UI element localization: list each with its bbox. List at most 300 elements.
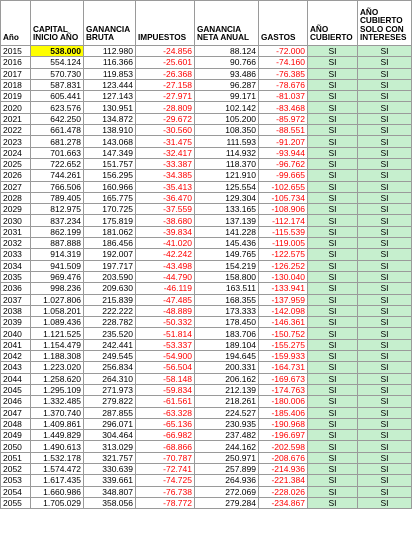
cell-year[interactable]: 2054	[1, 486, 31, 497]
cell-taxes[interactable]: -43.498	[136, 260, 195, 271]
cell-expenses[interactable]: -76.385	[259, 68, 308, 79]
cell-capital[interactable]: 998.236	[31, 283, 84, 294]
cell-taxes[interactable]: -47.485	[136, 294, 195, 305]
cell-expenses[interactable]: -83.468	[259, 102, 308, 113]
cell-expenses[interactable]: -126.252	[259, 260, 308, 271]
cell-capital[interactable]: 681.278	[31, 136, 84, 147]
cell-year[interactable]: 2038	[1, 305, 31, 316]
cell-expenses[interactable]: -112.174	[259, 215, 308, 226]
cell-capital-selected[interactable]: 538.000	[31, 46, 84, 57]
cell-covered-interest[interactable]: SI	[358, 351, 412, 362]
cell-net[interactable]: 118.370	[195, 158, 259, 169]
cell-capital[interactable]: 1.705.029	[31, 497, 84, 508]
cell-expenses[interactable]: -74.160	[259, 57, 308, 68]
cell-net[interactable]: 218.261	[195, 396, 259, 407]
cell-taxes[interactable]: -39.834	[136, 226, 195, 237]
cell-net[interactable]: 93.486	[195, 68, 259, 79]
cell-gross[interactable]: 222.222	[84, 305, 136, 316]
cell-expenses[interactable]: -228.026	[259, 486, 308, 497]
cell-gross[interactable]: 228.782	[84, 317, 136, 328]
cell-year[interactable]: 2041	[1, 339, 31, 350]
cell-covered[interactable]: SI	[308, 113, 358, 124]
cell-taxes[interactable]: -56.504	[136, 362, 195, 373]
header-expenses[interactable]: GASTOS	[259, 1, 308, 46]
cell-taxes[interactable]: -44.790	[136, 271, 195, 282]
cell-taxes[interactable]: -59.834	[136, 384, 195, 395]
cell-covered[interactable]: SI	[308, 430, 358, 441]
cell-gross[interactable]: 242.441	[84, 339, 136, 350]
cell-covered[interactable]: SI	[308, 305, 358, 316]
cell-capital[interactable]: 1.449.829	[31, 430, 84, 441]
cell-net[interactable]: 272.069	[195, 486, 259, 497]
cell-covered-interest[interactable]: SI	[358, 181, 412, 192]
cell-expenses[interactable]: -119.005	[259, 238, 308, 249]
cell-net[interactable]: 250.971	[195, 452, 259, 463]
cell-taxes[interactable]: -27.971	[136, 91, 195, 102]
cell-expenses[interactable]: -88.551	[259, 125, 308, 136]
cell-taxes[interactable]: -68.866	[136, 441, 195, 452]
cell-expenses[interactable]: -96.762	[259, 158, 308, 169]
cell-expenses[interactable]: -150.752	[259, 328, 308, 339]
cell-taxes[interactable]: -46.119	[136, 283, 195, 294]
cell-capital[interactable]: 1.660.986	[31, 486, 84, 497]
cell-net[interactable]: 158.800	[195, 271, 259, 282]
cell-expenses[interactable]: -180.006	[259, 396, 308, 407]
cell-year[interactable]: 2029	[1, 204, 31, 215]
cell-expenses[interactable]: -85.972	[259, 113, 308, 124]
cell-year[interactable]: 2039	[1, 317, 31, 328]
cell-year[interactable]: 2049	[1, 430, 31, 441]
cell-covered[interactable]: SI	[308, 238, 358, 249]
cell-covered-interest[interactable]: SI	[358, 283, 412, 294]
cell-year[interactable]: 2035	[1, 271, 31, 282]
cell-year[interactable]: 2025	[1, 158, 31, 169]
cell-expenses[interactable]: -174.763	[259, 384, 308, 395]
cell-capital[interactable]: 1.532.178	[31, 452, 84, 463]
cell-year[interactable]: 2015	[1, 46, 31, 57]
cell-taxes[interactable]: -61.561	[136, 396, 195, 407]
cell-taxes[interactable]: -24.856	[136, 46, 195, 57]
cell-gross[interactable]: 134.872	[84, 113, 136, 124]
header-year[interactable]: Año	[1, 1, 31, 46]
cell-covered[interactable]: SI	[308, 271, 358, 282]
cell-expenses[interactable]: -78.676	[259, 79, 308, 90]
cell-covered[interactable]: SI	[308, 192, 358, 203]
cell-gross[interactable]: 296.071	[84, 418, 136, 429]
cell-taxes[interactable]: -50.332	[136, 317, 195, 328]
cell-covered-interest[interactable]: SI	[358, 328, 412, 339]
cell-covered-interest[interactable]: SI	[358, 170, 412, 181]
cell-capital[interactable]: 789.405	[31, 192, 84, 203]
cell-capital[interactable]: 1.058.201	[31, 305, 84, 316]
cell-year[interactable]: 2055	[1, 497, 31, 508]
cell-covered-interest[interactable]: SI	[358, 305, 412, 316]
cell-covered[interactable]: SI	[308, 91, 358, 102]
cell-covered-interest[interactable]: SI	[358, 79, 412, 90]
cell-covered[interactable]: SI	[308, 497, 358, 508]
cell-net[interactable]: 224.527	[195, 407, 259, 418]
cell-expenses[interactable]: -81.037	[259, 91, 308, 102]
cell-capital[interactable]: 941.509	[31, 260, 84, 271]
cell-year[interactable]: 2047	[1, 407, 31, 418]
cell-capital[interactable]: 1.121.525	[31, 328, 84, 339]
cell-capital[interactable]: 570.730	[31, 68, 84, 79]
cell-covered[interactable]: SI	[308, 57, 358, 68]
cell-expenses[interactable]: -214.936	[259, 463, 308, 474]
cell-capital[interactable]: 1.027.806	[31, 294, 84, 305]
cell-covered-interest[interactable]: SI	[358, 102, 412, 113]
cell-taxes[interactable]: -34.385	[136, 170, 195, 181]
cell-net[interactable]: 133.165	[195, 204, 259, 215]
cell-net[interactable]: 114.932	[195, 147, 259, 158]
cell-expenses[interactable]: -190.968	[259, 418, 308, 429]
cell-gross[interactable]: 304.464	[84, 430, 136, 441]
cell-gross[interactable]: 358.056	[84, 497, 136, 508]
cell-net[interactable]: 244.162	[195, 441, 259, 452]
cell-covered-interest[interactable]: SI	[358, 452, 412, 463]
header-gross[interactable]: GANANCIA BRUTA	[84, 1, 136, 46]
cell-capital[interactable]: 605.441	[31, 91, 84, 102]
cell-gross[interactable]: 271.973	[84, 384, 136, 395]
cell-expenses[interactable]: -130.040	[259, 271, 308, 282]
cell-gross[interactable]: 181.062	[84, 226, 136, 237]
cell-net[interactable]: 163.511	[195, 283, 259, 294]
cell-expenses[interactable]: -142.098	[259, 305, 308, 316]
cell-covered-interest[interactable]: SI	[358, 339, 412, 350]
cell-gross[interactable]: 138.910	[84, 125, 136, 136]
cell-year[interactable]: 2052	[1, 463, 31, 474]
cell-net[interactable]: 168.355	[195, 294, 259, 305]
cell-net[interactable]: 99.171	[195, 91, 259, 102]
cell-expenses[interactable]: -155.275	[259, 339, 308, 350]
cell-capital[interactable]: 661.478	[31, 125, 84, 136]
cell-taxes[interactable]: -78.772	[136, 497, 195, 508]
cell-covered[interactable]: SI	[308, 396, 358, 407]
cell-net[interactable]: 194.645	[195, 351, 259, 362]
cell-covered[interactable]: SI	[308, 249, 358, 260]
cell-expenses[interactable]: -202.598	[259, 441, 308, 452]
cell-year[interactable]: 2023	[1, 136, 31, 147]
cell-capital[interactable]: 969.476	[31, 271, 84, 282]
cell-covered-interest[interactable]: SI	[358, 46, 412, 57]
cell-covered[interactable]: SI	[308, 407, 358, 418]
cell-covered-interest[interactable]: SI	[358, 91, 412, 102]
cell-gross[interactable]: 119.853	[84, 68, 136, 79]
cell-taxes[interactable]: -48.889	[136, 305, 195, 316]
cell-gross[interactable]: 156.295	[84, 170, 136, 181]
cell-covered-interest[interactable]: SI	[358, 362, 412, 373]
cell-year[interactable]: 2027	[1, 181, 31, 192]
cell-expenses[interactable]: -72.000	[259, 46, 308, 57]
cell-expenses[interactable]: -164.731	[259, 362, 308, 373]
cell-expenses[interactable]: -185.406	[259, 407, 308, 418]
cell-year[interactable]: 2028	[1, 192, 31, 203]
cell-covered[interactable]: SI	[308, 294, 358, 305]
cell-covered[interactable]: SI	[308, 362, 358, 373]
cell-expenses[interactable]: -208.676	[259, 452, 308, 463]
cell-year[interactable]: 2042	[1, 351, 31, 362]
cell-expenses[interactable]: -169.673	[259, 373, 308, 384]
cell-gross[interactable]: 116.366	[84, 57, 136, 68]
cell-covered-interest[interactable]: SI	[358, 418, 412, 429]
cell-gross[interactable]: 203.590	[84, 271, 136, 282]
cell-year[interactable]: 2048	[1, 418, 31, 429]
cell-expenses[interactable]: -108.906	[259, 204, 308, 215]
cell-taxes[interactable]: -31.475	[136, 136, 195, 147]
cell-covered-interest[interactable]: SI	[358, 57, 412, 68]
cell-covered-interest[interactable]: SI	[358, 384, 412, 395]
cell-expenses[interactable]: -99.665	[259, 170, 308, 181]
cell-covered[interactable]: SI	[308, 475, 358, 486]
cell-year[interactable]: 2040	[1, 328, 31, 339]
cell-taxes[interactable]: -33.387	[136, 158, 195, 169]
cell-year[interactable]: 2026	[1, 170, 31, 181]
cell-covered-interest[interactable]: SI	[358, 271, 412, 282]
cell-capital[interactable]: 837.234	[31, 215, 84, 226]
cell-capital[interactable]: 1.223.020	[31, 362, 84, 373]
cell-covered[interactable]: SI	[308, 46, 358, 57]
cell-covered-interest[interactable]: SI	[358, 113, 412, 124]
cell-net[interactable]: 178.450	[195, 317, 259, 328]
cell-capital[interactable]: 744.261	[31, 170, 84, 181]
cell-capital[interactable]: 1.617.435	[31, 475, 84, 486]
cell-covered[interactable]: SI	[308, 463, 358, 474]
cell-taxes[interactable]: -26.368	[136, 68, 195, 79]
cell-covered-interest[interactable]: SI	[358, 407, 412, 418]
cell-expenses[interactable]: -93.944	[259, 147, 308, 158]
cell-covered-interest[interactable]: SI	[358, 226, 412, 237]
cell-covered-interest[interactable]: SI	[358, 147, 412, 158]
cell-gross[interactable]: 256.834	[84, 362, 136, 373]
cell-year[interactable]: 2044	[1, 373, 31, 384]
cell-gross[interactable]: 186.456	[84, 238, 136, 249]
cell-capital[interactable]: 554.124	[31, 57, 84, 68]
cell-capital[interactable]: 722.652	[31, 158, 84, 169]
cell-gross[interactable]: 209.630	[84, 283, 136, 294]
cell-expenses[interactable]: -159.933	[259, 351, 308, 362]
header-covered-interest[interactable]: AÑO CUBIERTO SOLO CON INTERESES	[358, 1, 412, 46]
cell-taxes[interactable]: -51.814	[136, 328, 195, 339]
cell-taxes[interactable]: -35.413	[136, 181, 195, 192]
cell-taxes[interactable]: -63.328	[136, 407, 195, 418]
cell-net[interactable]: 230.935	[195, 418, 259, 429]
header-capital[interactable]: CAPITAL INICIO AÑO	[31, 1, 84, 46]
cell-net[interactable]: 257.899	[195, 463, 259, 474]
header-taxes[interactable]: IMPUESTOS	[136, 1, 195, 46]
cell-capital[interactable]: 1.409.861	[31, 418, 84, 429]
cell-net[interactable]: 149.765	[195, 249, 259, 260]
cell-covered-interest[interactable]: SI	[358, 486, 412, 497]
cell-capital[interactable]: 1.332.485	[31, 396, 84, 407]
cell-gross[interactable]: 249.545	[84, 351, 136, 362]
cell-year[interactable]: 2051	[1, 452, 31, 463]
cell-covered-interest[interactable]: SI	[358, 294, 412, 305]
cell-net[interactable]: 173.333	[195, 305, 259, 316]
cell-taxes[interactable]: -53.337	[136, 339, 195, 350]
cell-covered-interest[interactable]: SI	[358, 158, 412, 169]
cell-covered-interest[interactable]: SI	[358, 249, 412, 260]
cell-year[interactable]: 2046	[1, 396, 31, 407]
cell-capital[interactable]: 914.319	[31, 249, 84, 260]
cell-net[interactable]: 88.124	[195, 46, 259, 57]
cell-year[interactable]: 2030	[1, 215, 31, 226]
cell-covered-interest[interactable]: SI	[358, 317, 412, 328]
cell-capital[interactable]: 862.199	[31, 226, 84, 237]
cell-covered[interactable]: SI	[308, 170, 358, 181]
cell-covered[interactable]: SI	[308, 204, 358, 215]
cell-taxes[interactable]: -37.559	[136, 204, 195, 215]
cell-covered-interest[interactable]: SI	[358, 136, 412, 147]
cell-net[interactable]: 141.228	[195, 226, 259, 237]
cell-covered-interest[interactable]: SI	[358, 68, 412, 79]
cell-covered[interactable]: SI	[308, 351, 358, 362]
cell-year[interactable]: 2032	[1, 238, 31, 249]
cell-covered[interactable]: SI	[308, 181, 358, 192]
cell-year[interactable]: 2031	[1, 226, 31, 237]
cell-net[interactable]: 125.554	[195, 181, 259, 192]
cell-capital[interactable]: 1.089.436	[31, 317, 84, 328]
cell-net[interactable]: 237.482	[195, 430, 259, 441]
cell-gross[interactable]: 170.725	[84, 204, 136, 215]
cell-taxes[interactable]: -70.787	[136, 452, 195, 463]
cell-taxes[interactable]: -76.738	[136, 486, 195, 497]
cell-covered[interactable]: SI	[308, 102, 358, 113]
cell-year[interactable]: 2053	[1, 475, 31, 486]
cell-net[interactable]: 108.350	[195, 125, 259, 136]
cell-taxes[interactable]: -41.020	[136, 238, 195, 249]
cell-covered-interest[interactable]: SI	[358, 373, 412, 384]
cell-covered[interactable]: SI	[308, 136, 358, 147]
cell-taxes[interactable]: -32.417	[136, 147, 195, 158]
cell-covered[interactable]: SI	[308, 384, 358, 395]
cell-gross[interactable]: 123.444	[84, 79, 136, 90]
cell-expenses[interactable]: -102.655	[259, 181, 308, 192]
cell-capital[interactable]: 887.888	[31, 238, 84, 249]
cell-net[interactable]: 111.593	[195, 136, 259, 147]
cell-gross[interactable]: 264.310	[84, 373, 136, 384]
cell-expenses[interactable]: -105.734	[259, 192, 308, 203]
cell-covered[interactable]: SI	[308, 125, 358, 136]
cell-gross[interactable]: 112.980	[84, 46, 136, 57]
cell-net[interactable]: 279.284	[195, 497, 259, 508]
cell-net[interactable]: 102.142	[195, 102, 259, 113]
cell-taxes[interactable]: -25.601	[136, 57, 195, 68]
cell-taxes[interactable]: -27.158	[136, 79, 195, 90]
cell-year[interactable]: 2022	[1, 125, 31, 136]
cell-net[interactable]: 121.910	[195, 170, 259, 181]
cell-covered-interest[interactable]: SI	[358, 396, 412, 407]
cell-gross[interactable]: 321.757	[84, 452, 136, 463]
cell-covered-interest[interactable]: SI	[358, 441, 412, 452]
cell-gross[interactable]: 147.349	[84, 147, 136, 158]
cell-capital[interactable]: 766.506	[31, 181, 84, 192]
cell-covered[interactable]: SI	[308, 452, 358, 463]
cell-year[interactable]: 2024	[1, 147, 31, 158]
cell-gross[interactable]: 279.822	[84, 396, 136, 407]
cell-net[interactable]: 212.139	[195, 384, 259, 395]
cell-net[interactable]: 105.200	[195, 113, 259, 124]
cell-year[interactable]: 2020	[1, 102, 31, 113]
cell-year[interactable]: 2036	[1, 283, 31, 294]
cell-covered-interest[interactable]: SI	[358, 125, 412, 136]
cell-capital[interactable]: 1.154.479	[31, 339, 84, 350]
cell-covered-interest[interactable]: SI	[358, 204, 412, 215]
cell-taxes[interactable]: -65.136	[136, 418, 195, 429]
cell-year[interactable]: 2045	[1, 384, 31, 395]
cell-gross[interactable]: 197.717	[84, 260, 136, 271]
cell-covered[interactable]: SI	[308, 373, 358, 384]
cell-expenses[interactable]: -133.941	[259, 283, 308, 294]
cell-expenses[interactable]: -115.539	[259, 226, 308, 237]
cell-covered[interactable]: SI	[308, 226, 358, 237]
cell-expenses[interactable]: -122.575	[259, 249, 308, 260]
cell-year[interactable]: 2037	[1, 294, 31, 305]
cell-gross[interactable]: 330.639	[84, 463, 136, 474]
cell-gross[interactable]: 313.029	[84, 441, 136, 452]
cell-covered-interest[interactable]: SI	[358, 463, 412, 474]
cell-capital[interactable]: 1.574.472	[31, 463, 84, 474]
cell-year[interactable]: 2016	[1, 57, 31, 68]
cell-gross[interactable]: 160.966	[84, 181, 136, 192]
cell-covered[interactable]: SI	[308, 147, 358, 158]
cell-taxes[interactable]: -28.809	[136, 102, 195, 113]
cell-covered[interactable]: SI	[308, 486, 358, 497]
cell-expenses[interactable]: -196.697	[259, 430, 308, 441]
cell-gross[interactable]: 287.855	[84, 407, 136, 418]
cell-capital[interactable]: 642.250	[31, 113, 84, 124]
cell-taxes[interactable]: -38.680	[136, 215, 195, 226]
cell-covered-interest[interactable]: SI	[358, 497, 412, 508]
cell-taxes[interactable]: -74.725	[136, 475, 195, 486]
cell-taxes[interactable]: -42.242	[136, 249, 195, 260]
cell-year[interactable]: 2050	[1, 441, 31, 452]
cell-year[interactable]: 2017	[1, 68, 31, 79]
cell-covered-interest[interactable]: SI	[358, 430, 412, 441]
cell-capital[interactable]: 1.370.740	[31, 407, 84, 418]
cell-net[interactable]: 264.936	[195, 475, 259, 486]
cell-gross[interactable]: 130.951	[84, 102, 136, 113]
cell-net[interactable]: 90.766	[195, 57, 259, 68]
cell-capital[interactable]: 623.576	[31, 102, 84, 113]
cell-covered-interest[interactable]: SI	[358, 238, 412, 249]
cell-covered[interactable]: SI	[308, 441, 358, 452]
cell-net[interactable]: 96.287	[195, 79, 259, 90]
cell-capital[interactable]: 1.258.620	[31, 373, 84, 384]
cell-gross[interactable]: 215.839	[84, 294, 136, 305]
cell-year[interactable]: 2033	[1, 249, 31, 260]
cell-taxes[interactable]: -66.982	[136, 430, 195, 441]
cell-capital[interactable]: 812.975	[31, 204, 84, 215]
cell-net[interactable]: 183.706	[195, 328, 259, 339]
cell-net[interactable]: 137.139	[195, 215, 259, 226]
cell-net[interactable]: 154.219	[195, 260, 259, 271]
cell-expenses[interactable]: -234.867	[259, 497, 308, 508]
cell-gross[interactable]: 339.661	[84, 475, 136, 486]
cell-gross[interactable]: 235.520	[84, 328, 136, 339]
cell-net[interactable]: 189.104	[195, 339, 259, 350]
cell-covered[interactable]: SI	[308, 418, 358, 429]
cell-covered-interest[interactable]: SI	[358, 475, 412, 486]
cell-taxes[interactable]: -36.470	[136, 192, 195, 203]
cell-gross[interactable]: 151.757	[84, 158, 136, 169]
cell-covered[interactable]: SI	[308, 158, 358, 169]
cell-covered[interactable]: SI	[308, 317, 358, 328]
cell-covered-interest[interactable]: SI	[358, 260, 412, 271]
cell-year[interactable]: 2018	[1, 79, 31, 90]
cell-taxes[interactable]: -72.741	[136, 463, 195, 474]
cell-gross[interactable]: 192.007	[84, 249, 136, 260]
cell-expenses[interactable]: -221.384	[259, 475, 308, 486]
